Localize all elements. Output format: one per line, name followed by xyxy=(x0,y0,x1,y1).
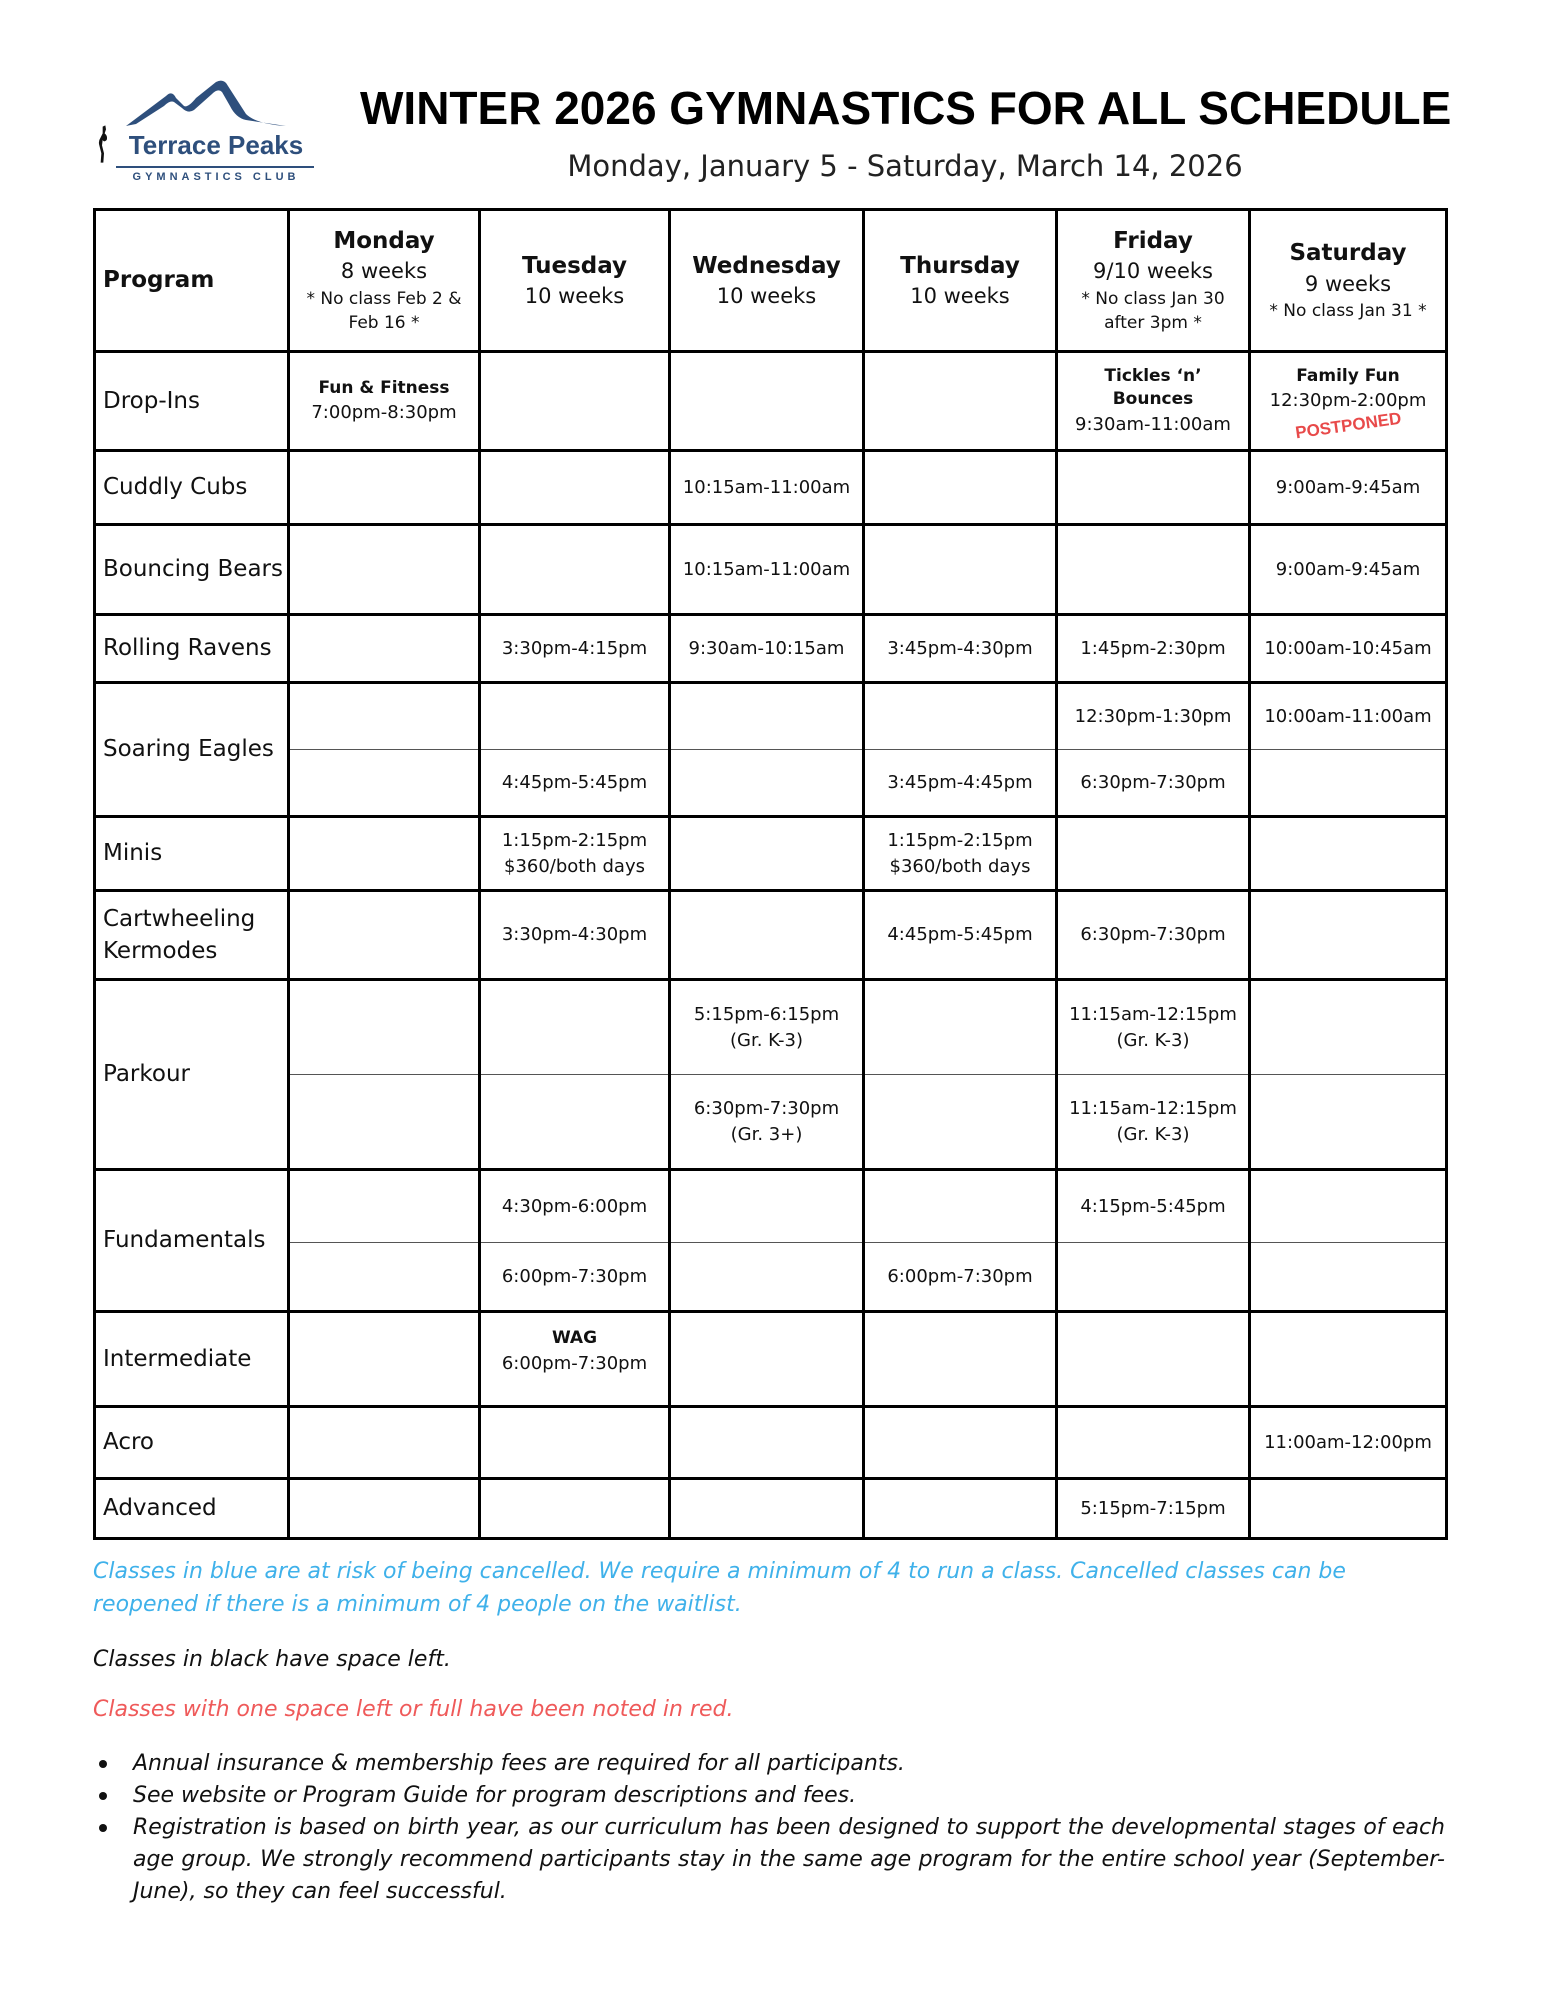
slot-saturday xyxy=(1250,1170,1447,1243)
note-full: Classes with one space left or full have been noted in red. xyxy=(93,1697,734,1722)
slot-monday xyxy=(289,1312,480,1407)
table-row-drop-ins xyxy=(95,352,1447,451)
slot-thursday xyxy=(864,980,1057,1075)
slot-thursday xyxy=(864,1170,1057,1243)
day-weeks: 10 weeks xyxy=(716,283,817,308)
slot-saturday xyxy=(1250,891,1447,980)
list-item-text: Annual insurance & membership fees are required for all participants. xyxy=(133,1751,905,1776)
class-time: 11:15am-12:15pm xyxy=(1069,1098,1237,1120)
program-name: Parkour xyxy=(95,980,289,1170)
slot-friday: 1:45pm-2:30pm xyxy=(1057,615,1250,683)
class-time: 5:15pm-6:15pm xyxy=(693,1004,840,1026)
table-row-parkour-1 xyxy=(95,980,1447,1075)
slot-monday xyxy=(289,1407,480,1479)
day-header-saturday xyxy=(1250,210,1447,352)
slot-wednesday xyxy=(670,980,864,1075)
slot-monday xyxy=(289,1243,480,1312)
class-time: 9:30am-11:00am xyxy=(1075,414,1231,436)
bullet-icon xyxy=(99,1824,107,1832)
slot-friday xyxy=(1057,525,1250,615)
slot-wednesday xyxy=(670,891,864,980)
class-time: 7:00pm-8:30pm xyxy=(311,402,457,424)
slot-wednesday xyxy=(670,683,864,750)
day-name: Saturday xyxy=(1289,240,1407,267)
slot-tuesday: 3:30pm-4:30pm xyxy=(480,891,670,980)
program-column-header: Program xyxy=(95,210,289,352)
slot-wednesday xyxy=(670,1312,864,1407)
slot-friday: 4:15pm-5:45pm xyxy=(1057,1170,1250,1243)
slot-tuesday xyxy=(480,1407,670,1479)
slot-wednesday xyxy=(670,817,864,891)
program-name: Intermediate xyxy=(95,1312,289,1407)
list-item xyxy=(133,1748,1445,1780)
slot-saturday: 11:00am-12:00pm xyxy=(1250,1407,1447,1479)
table-header-row xyxy=(95,210,1447,352)
class-price: $360/both days xyxy=(504,855,645,877)
slot-wednesday: 10:15am-11:00am xyxy=(670,451,864,525)
slot-thursday: 4:45pm-5:45pm xyxy=(864,891,1057,980)
slot-saturday: 9:00am-9:45am xyxy=(1250,451,1447,525)
table-row-cuddly-cubs xyxy=(95,451,1447,525)
table-row-fundamentals-1 xyxy=(95,1170,1447,1243)
slot-thursday: 3:45pm-4:30pm xyxy=(864,615,1057,683)
slot-friday xyxy=(1057,980,1250,1075)
slot-thursday xyxy=(864,1407,1057,1479)
slot-tuesday xyxy=(480,451,670,525)
slot-tuesday: 4:45pm-5:45pm xyxy=(480,750,670,817)
slot-tuesday xyxy=(480,980,670,1075)
bullet-icon xyxy=(99,1792,107,1800)
date-range: Monday, January 5 - Saturday, March 14, 2026 xyxy=(567,149,1243,183)
class-title: Tickles ‘n’ Bounces xyxy=(1104,365,1202,410)
program-name: Drop-Ins xyxy=(95,352,289,451)
day-weeks: 9/10 weeks xyxy=(1093,259,1213,284)
slot-thursday xyxy=(864,451,1057,525)
slot-saturday: 10:00am-11:00am xyxy=(1250,683,1447,750)
slot-friday xyxy=(1057,1243,1250,1312)
postponed-stamp: POSTPONED xyxy=(1293,409,1403,443)
note-at-risk: Classes in blue are at risk of being cancelled. We require a minimum of 4 to run a class. Cancelled classes can be reopened if there is a minimum of 4 people on the waitlist. xyxy=(93,1559,1346,1617)
day-weeks: 9 weeks xyxy=(1304,271,1392,296)
slot-wednesday: 10:15am-11:00am xyxy=(670,525,864,615)
slot-thursday xyxy=(864,817,1057,891)
slot-wednesday xyxy=(670,750,864,817)
slot-friday xyxy=(1057,1075,1250,1170)
slot-monday xyxy=(289,451,480,525)
slot-tuesday xyxy=(480,683,670,750)
page-title: WINTER 2026 GYMNASTICS FOR ALL SCHEDULE xyxy=(360,82,1452,134)
slot-friday: 12:30pm-1:30pm xyxy=(1057,683,1250,750)
bullet-icon xyxy=(99,1760,107,1768)
slot-tuesday xyxy=(480,1479,670,1539)
slot-tuesday: 6:00pm-7:30pm xyxy=(480,1243,670,1312)
table-row-minis xyxy=(95,817,1447,891)
slot-tuesday xyxy=(480,1312,670,1407)
list-item xyxy=(133,1812,1445,1908)
day-note: * No class Jan 31 * xyxy=(1269,300,1427,321)
class-grade: (Gr. K-3) xyxy=(729,1029,804,1051)
table-row-acro xyxy=(95,1407,1447,1479)
slot-friday: 6:30pm-7:30pm xyxy=(1057,891,1250,980)
program-name: Bouncing Bears xyxy=(95,525,289,615)
class-grade: (Gr. K-3) xyxy=(1116,1029,1190,1051)
program-name: Fundamentals xyxy=(95,1170,289,1312)
class-title: Fun & Fitness xyxy=(318,377,450,398)
program-name: Soaring Eagles xyxy=(95,683,289,817)
day-header-thursday xyxy=(864,210,1057,352)
slot-saturday xyxy=(1250,1312,1447,1407)
class-time: 1:15pm-2:15pm xyxy=(501,830,648,852)
slot-friday xyxy=(1057,817,1250,891)
slot-wednesday xyxy=(670,1479,864,1539)
day-weeks: 8 weeks xyxy=(340,259,428,284)
slot-monday xyxy=(289,615,480,683)
program-name: Advanced xyxy=(95,1479,289,1539)
slot-saturday xyxy=(1250,817,1447,891)
logo-subtitle: GYMNASTICS CLUB xyxy=(132,171,300,183)
table-row-fundamentals-2 xyxy=(95,1243,1447,1312)
day-name: Tuesday xyxy=(521,252,628,279)
slot-saturday xyxy=(1250,980,1447,1075)
slot-thursday xyxy=(864,525,1057,615)
slot-monday xyxy=(289,352,480,451)
slot-monday xyxy=(289,891,480,980)
class-price: $360/both days xyxy=(889,855,1031,877)
slot-wednesday xyxy=(670,1407,864,1479)
slot-friday xyxy=(1057,451,1250,525)
class-title: Family Fun xyxy=(1296,365,1400,386)
logo-divider xyxy=(116,166,314,168)
program-name: Cartwheeling Kermodes xyxy=(95,891,289,980)
table-row-rolling-ravens xyxy=(95,615,1447,683)
program-name: Rolling Ravens xyxy=(95,615,289,683)
table-row-cartwheeling-kermodes xyxy=(95,891,1447,980)
slot-monday xyxy=(289,683,480,750)
class-grade: (Gr. 3+) xyxy=(730,1123,803,1145)
day-name: Friday xyxy=(1113,228,1193,255)
slot-saturday xyxy=(1250,1243,1447,1312)
club-logo xyxy=(96,78,316,188)
slot-saturday xyxy=(1250,1075,1447,1170)
slot-thursday xyxy=(864,1479,1057,1539)
day-weeks: 10 weeks xyxy=(524,283,625,308)
table-row-intermediate xyxy=(95,1312,1447,1407)
slot-friday xyxy=(1057,1407,1250,1479)
class-time: 1:15pm-2:15pm xyxy=(887,830,1033,852)
day-header-monday xyxy=(289,210,480,352)
slot-wednesday xyxy=(670,1243,864,1312)
slot-monday xyxy=(289,817,480,891)
class-grade: (Gr. K-3) xyxy=(1116,1123,1190,1145)
day-header-friday xyxy=(1057,210,1250,352)
slot-saturday: 9:00am-9:45am xyxy=(1250,525,1447,615)
slot-thursday: 6:00pm-7:30pm xyxy=(864,1243,1057,1312)
slot-tuesday xyxy=(480,1075,670,1170)
day-header-tuesday xyxy=(480,210,670,352)
day-note: * No class Feb 2 & Feb 16 * xyxy=(306,288,462,334)
slot-saturday: 10:00am-10:45am xyxy=(1250,615,1447,683)
table-row-soaring-eagles-1 xyxy=(95,683,1447,750)
program-name: Cuddly Cubs xyxy=(95,451,289,525)
logo-name: Terrace Peaks xyxy=(128,130,304,160)
slot-friday xyxy=(1057,352,1250,451)
class-time: 6:30pm-7:30pm xyxy=(693,1098,840,1120)
slot-tuesday: 4:30pm-6:00pm xyxy=(480,1170,670,1243)
slot-monday xyxy=(289,1170,480,1243)
mountain-icon xyxy=(106,78,306,128)
slot-tuesday xyxy=(480,525,670,615)
class-time: 12:30pm-2:00pm xyxy=(1269,390,1427,412)
slot-wednesday xyxy=(670,1075,864,1170)
day-header-wednesday xyxy=(670,210,864,352)
class-time: 11:15am-12:15pm xyxy=(1069,1004,1237,1026)
slot-friday xyxy=(1057,1312,1250,1407)
slot-monday xyxy=(289,1075,480,1170)
day-name: Monday xyxy=(333,228,435,255)
slot-wednesday xyxy=(670,1170,864,1243)
day-weeks: 10 weeks xyxy=(910,283,1010,308)
slot-monday xyxy=(289,980,480,1075)
day-name: Wednesday xyxy=(692,252,841,279)
schedule-table xyxy=(93,208,1448,1540)
slot-friday: 5:15pm-7:15pm xyxy=(1057,1479,1250,1539)
slot-wednesday: 9:30am-10:15am xyxy=(670,615,864,683)
slot-saturday xyxy=(1250,352,1447,451)
slot-monday xyxy=(289,1479,480,1539)
list-item xyxy=(133,1780,1445,1812)
info-list xyxy=(93,1748,1445,1907)
slot-thursday: 3:45pm-4:45pm xyxy=(864,750,1057,817)
slot-monday xyxy=(289,525,480,615)
slot-saturday xyxy=(1250,750,1447,817)
slot-friday: 6:30pm-7:30pm xyxy=(1057,750,1250,817)
table-row-bouncing-bears xyxy=(95,525,1447,615)
slot-thursday xyxy=(864,683,1057,750)
slot-wednesday xyxy=(670,352,864,451)
slot-tuesday xyxy=(480,817,670,891)
note-space-left: Classes in black have space left. xyxy=(93,1647,451,1672)
class-time: 6:00pm-7:30pm xyxy=(501,1352,648,1374)
slot-tuesday xyxy=(480,352,670,451)
gymnast-icon xyxy=(96,122,112,166)
slot-thursday xyxy=(864,1075,1057,1170)
list-item-text: Registration is based on birth year, as our curriculum has been designed to support the developmental stages of each age group. We strongly recommend participants stay in the same age program for the entire school year (September-June), so they can feel successful. xyxy=(133,1814,1445,1904)
slot-saturday xyxy=(1250,1479,1447,1539)
slot-tuesday: 3:30pm-4:15pm xyxy=(480,615,670,683)
class-title: WAG xyxy=(551,1328,598,1348)
day-note: * No class Jan 30 after 3pm * xyxy=(1081,288,1225,334)
table-row-advanced xyxy=(95,1479,1447,1539)
slot-monday xyxy=(289,750,480,817)
table-row-soaring-eagles-2 xyxy=(95,750,1447,817)
day-name: Thursday xyxy=(900,252,1020,279)
table-row-parkour-2 xyxy=(95,1075,1447,1170)
list-item-text: See website or Program Guide for program descriptions and fees. xyxy=(133,1782,857,1808)
slot-thursday xyxy=(864,352,1057,451)
slot-thursday xyxy=(864,1312,1057,1407)
program-name: Minis xyxy=(95,817,289,891)
program-name: Acro xyxy=(95,1407,289,1479)
